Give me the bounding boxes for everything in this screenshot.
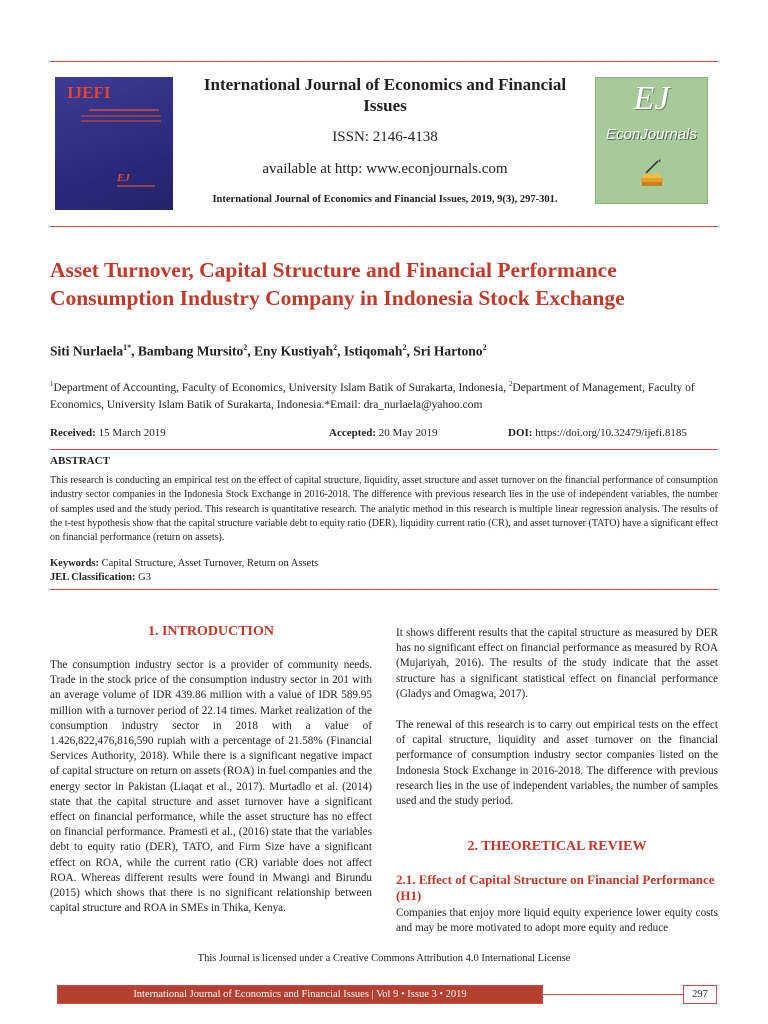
received-label: Received: — [50, 427, 96, 439]
books-icon — [640, 158, 664, 188]
keywords-block — [50, 557, 318, 584]
journal-cover-image — [55, 77, 173, 210]
cover-decor-line — [117, 185, 155, 187]
doi — [508, 427, 687, 439]
subsection-text — [396, 906, 718, 936]
logo-letters: EJ — [633, 80, 670, 117]
cover-label: IJEFI — [67, 83, 111, 102]
left-column — [50, 658, 372, 916]
author-name: Sri Hartono — [413, 343, 483, 359]
author-list: Siti Nurlaela$^{1*}$, Bambang Mursito$^2$, Eny Kustiyah$^2$, Istiqomah$^2$, Sri Hartono$^2$ — [50, 343, 487, 359]
issn: ISSN: 2146-4138 — [332, 129, 438, 145]
accepted-label: Accepted: — [329, 427, 377, 439]
subsection-heading: 2.1. Effect of Capital Structure on Financial Performance (H1) — [396, 872, 715, 903]
theoretical-review-heading: 2. THEORETICAL REVIEW — [467, 839, 647, 854]
cover-decor-line — [89, 109, 159, 111]
received-date — [50, 427, 166, 439]
doi-label: DOI: — [508, 427, 533, 439]
affiliations — [50, 376, 720, 414]
intro-paragraph: The consumption industry sector is a provider of community needs. Trade in the stock price of the consumption industry sector in 201 with an average volume of IDR 439.86 million with a value of IDR 589.95 million with a turnover period of 22.14 times. Market realization of the consumption industry sector in 2018 with a value of 1.426,822,476,816,590 rupiah with a percentage of 21.58% (Financial Services Authority, 2018). While there is a significant negative impact of capital structure on return on assets (ROA) in fuel companies and the energy sector in Pakistan (Liaqat et al., 2017). Murtadlo et al. (2014) state that the capital structure and asset turnover have a significant effect on financial performance, while the asset structure has no effect on financial performance. Pramesti et al., (2016) state that the variables debt to equity ratio (DER), TATO, and Firm Size have a significant effect on ROA, while the current ratio (CR) variable does not affect ROA. Whereas different results were found in Mwangi and Birundu (2015) which shows that there is no significant relationship between capital structure and ROA in SMEs in Thika, Kenya. — [50, 659, 372, 915]
econjournals-logo — [595, 77, 708, 204]
cover-decor-line — [81, 115, 161, 117]
abstract-bottom-rule — [50, 589, 718, 590]
keywords-value: Capital Structure, Asset Turnover, Return on Assets — [101, 558, 319, 569]
license-notice: This Journal is licensed under a Creative Commons Attribution 4.0 International License — [197, 953, 571, 964]
keywords — [50, 557, 318, 571]
cover-decor-line — [81, 120, 161, 122]
footer-journal-bar: International Journal of Economics and Financial Issues | Vol 9 • Issue 3 • 2019 — [57, 985, 543, 1004]
author-sup: 2 — [402, 343, 407, 352]
author-sup: 2 — [333, 343, 338, 352]
journal-citation: International Journal of Economics and Financial Issues, 2019, 9(3), 297-301. — [212, 194, 558, 205]
accepted-date — [329, 427, 437, 439]
affiliation-sup: 2 — [508, 380, 513, 388]
cover-ej-mark: EJ — [117, 172, 130, 184]
header-bottom-rule — [50, 226, 718, 227]
affiliation-2: Department of Management, Faculty of Economics, University Islam Batik of Surakarta, Indonesia.*Email: dra_nurlaela@yahoo.com — [50, 381, 695, 411]
doi-link[interactable]: https://doi.org/10.32479/ijefi.8185 — [535, 427, 687, 439]
keywords-label: Keywords: — [50, 558, 99, 569]
received-value: 15 March 2019 — [98, 427, 166, 439]
affiliation-sup: 1 — [50, 380, 54, 388]
page-number: 297 — [683, 985, 717, 1004]
abstract-heading: ABSTRACT — [50, 455, 110, 467]
paragraph: Companies that enjoy more liquid equity experience lower equity costs and may be more motivated to adopt more equity and reduce — [396, 907, 718, 935]
paragraph: It shows different results that the capital structure as measured by DER has no significant effect on financial performance as measured by ROA (Mujariyah, 2016). The results of the study indicate that the asset structure has a significant statistical effect on financial performance (Gladys and Omagwa, 2017). — [396, 627, 718, 700]
introduction-heading: 1. INTRODUCTION — [147, 624, 274, 639]
journal-name: International Journal of Economics and Financial Issues — [203, 75, 567, 115]
author-name: Siti Nurlaela — [50, 343, 124, 359]
abstract-top-rule — [50, 449, 718, 450]
accepted-value: 20 May 2019 — [378, 427, 438, 439]
author-sup: 2 — [482, 343, 487, 352]
abstract-text: This research is conducting an empirical test on the effect of capital structure, liquidity, asset structure and asset turnover on the financial performance of consumption industry sector companies in the Indonesia Stock Exchange in 2016-2018. The difference with previous research lies in the use of independent variables, the number of samples used and the study period. This research is quantitative research. The analytic method in this research is multiple linear regression analysis. The results of the t-test hypothesis show that the capital structure variable debt to equity ratio (DER), liquidity current ratio (CR), and asset turnover (TATO) have a significant effect on financial performance (return on assets). — [50, 475, 718, 544]
author-name: Istiqomah — [343, 343, 403, 359]
author-sup: 1* — [123, 343, 132, 352]
affiliation-1: Department of Accounting, Faculty of Economics, University Islam Batik of Surakarta, Indonesia, — [53, 381, 509, 394]
journal-website: available at http: www.econjournals.com — [262, 161, 508, 177]
author-name: Eny Kustiyah — [254, 343, 334, 359]
jel-label: JEL Classification: — [50, 571, 136, 583]
author-name: Bambang Mursito — [137, 343, 244, 359]
logo-name: EconJournals — [606, 126, 697, 143]
right-column — [396, 626, 718, 809]
top-rule — [50, 61, 718, 62]
author-sup: 2 — [243, 343, 248, 352]
footer-rule — [541, 994, 683, 995]
jel-classification — [50, 571, 318, 585]
jel-value: G3 — [138, 571, 151, 583]
paragraph: The renewal of this research is to carry out empirical tests on the effect of capital structure, liquidity and asset turnover on the financial performance of consumption industry sector companies listed on the Indonesia Stock Exchange in 2016-2018. The difference with previous research lies in the use of independent variables, the number of samples used and the study period. — [396, 719, 718, 808]
article-title: Asset Turnover, Capital Structure and Financial Performance Consumption Industry Company in Indonesia Stock Exchange — [50, 258, 625, 310]
